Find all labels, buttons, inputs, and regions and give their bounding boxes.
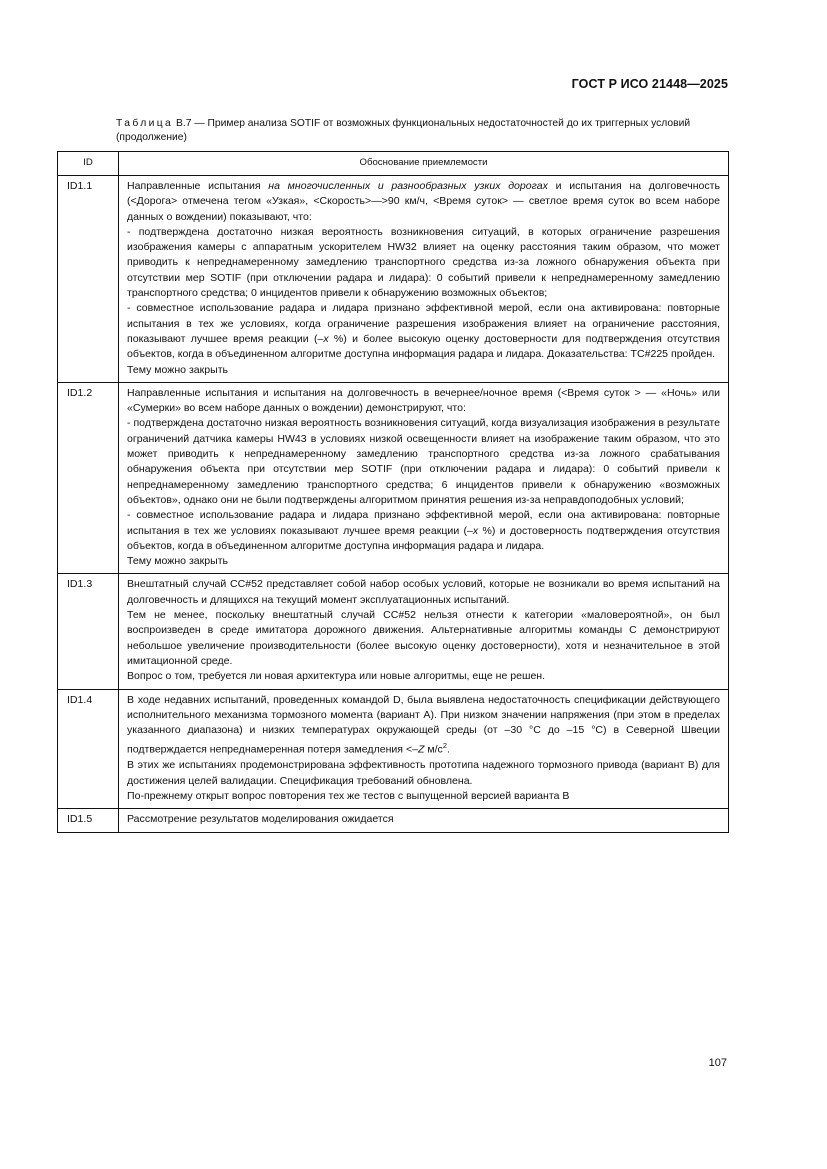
paragraph-text: В ходе недавних испытаний, проведенных командой D, была выявлена недостаточность спецификации действующего исполнительного механизма тормозного момента (вариант A). При низком значении напряжения (при этом в пределах указанного диапазона) и низких температурах окружающей среды (от –30 °C до –15 °C) в Северной Швеции подтверждается непреднамеренная потеря замедления <– (127, 693, 720, 756)
paragraph-text: - подтверждена достаточно низкая вероятность возникновения ситуаций, в которых ограничение разрешения изображения камеры с аппаратным ускорителем HW32 влияет на оценку расстояния таким образом, что может приводить к непреднамеренному замедлению транспортного средства из-за ложного обнаружения объекта при отсутствии мер SOTIF (при отключении радара и лидара): 0 событий привели к непреднамеренному замедлению транспортного средства; 0 инцидентов привели к обнаружению возможных объектов; (127, 225, 720, 300)
row-justification-cell (119, 809, 729, 833)
justification-paragraph (127, 577, 720, 608)
standard-designation: ГОСТ Р ИСО 21448—2025 (571, 77, 728, 91)
justification-paragraph (127, 789, 720, 804)
justification-paragraph (127, 386, 720, 417)
column-header-id: ID (58, 152, 119, 176)
row-justification-cell (119, 574, 729, 689)
justification-paragraph (127, 179, 720, 225)
row-id-cell: ID1.3 (58, 574, 119, 689)
paragraph-text: . (446, 743, 450, 756)
paragraph-text: Вопрос о том, требуется ли новая архитектура или новые алгоритмы, еще не решен. (127, 670, 546, 683)
emphasis-text: x (472, 524, 479, 537)
page-number: 107 (708, 1057, 727, 1069)
paragraph-text: По-прежнему открыт вопрос повторения тех же тестов с выпущенной версией варианта B (127, 789, 570, 802)
justification-paragraph (127, 669, 720, 684)
emphasis-text: x (323, 332, 329, 345)
paragraph-text: %) и достоверность подтверждения отсутствия объектов, когда в объединенном алгоритме доступна информация радара и лидара. (127, 524, 720, 552)
column-header-justification: Обоснование приемлемости (119, 152, 729, 176)
paragraph-text: Тему можно закрыть (127, 555, 229, 568)
row-justification-cell (119, 689, 729, 809)
row-id-cell: ID1.4 (58, 689, 119, 809)
paragraph-text: Направленные испытания (127, 180, 269, 192)
paragraph-text: Рассмотрение результатов моделирования ожидается (127, 813, 394, 826)
justification-paragraph (127, 416, 720, 508)
table-header-row (58, 152, 729, 176)
row-justification-cell (119, 382, 729, 574)
paragraph-text: Направленные испытания и испытания на долговечность в вечернее/ночное время (<Время суток > — «Ночь» или «Сумерки» во всем наборе данных о вождении) демонстрируют, что: (127, 386, 720, 415)
justification-paragraph (127, 693, 720, 759)
row-id-cell: ID1.2 (58, 382, 119, 574)
paragraph-text: Тем не менее, поскольку внештатный случай CC#52 нельзя отнести к категории «маловероятной», он был воспроизведен в среде имитатора дорожного движения. Альтернативные алгоритмы команды C демонстрируют небольшое увеличение производительности (более высокую оценку достоверности), хотя и незначительное в этой имитационной среде. (127, 609, 720, 667)
emphasis-text: Z (417, 743, 425, 756)
emphasis-text: на многочисленных и разнообразных узких дорогах (268, 180, 548, 192)
row-justification-cell (119, 176, 729, 383)
paragraph-text: Тему можно закрыть (127, 363, 229, 376)
paragraph-text: %) и более высокую оценку достоверности для подтверждения отсутствия объектов, когда в объединенном алгоритме доступна информация радара и лидара. Доказательства: TC#225 пройден. (127, 332, 721, 361)
justification-paragraph (127, 758, 720, 789)
paragraph-text: - подтверждена достаточно низкая вероятность возникновения ситуаций, когда визуализация изображения в результате ограничений датчика камеры HW43 в условиях низкой освещенности влияет на изображение таким образом, что это может приводить к непреднамеренному замедлению транспортного средства из-за ложного срабатывания обнаружения объекта при отсутствии мер SOTIF (при отключении радара и лидара): 0 событий привели к непреднамеренному замедлению транспортного средства; 6 инцидентов привели к обнаружению «возможных объектов», однако они не были подтверждены алгоритмом принятия решения из-за неправдоподобных условий; (127, 417, 720, 506)
table-row (58, 574, 729, 689)
superscript-text: 2 (442, 741, 447, 751)
table-row (58, 689, 729, 809)
paragraph-text: В этих же испытаниях продемонстрирована эффективность прототипа надежного тормозного привода (вариант B) для достижения целей валидации. Спецификация требований обновлена. (127, 759, 720, 787)
paragraph-text: Внештатный случай CC#52 представляет собой набор особых условий, которые не возникали во время испытаний на долговечность и длящихся на текущий момент эксплуатационных испытаний. (127, 578, 720, 606)
table-caption (116, 117, 728, 145)
paragraph-text: - совместное использование радара и лидара признано эффективной мерой, если она активирована: повторные испытания в тех же условиях показывают лучшее время реакции (– (127, 509, 720, 537)
row-id-cell: ID1.5 (58, 809, 119, 833)
paragraph-text: и испытания на долговечность (<Дорога> отмечена тегом «Узкая», <Скорость>—>90 км/ч, <Время суток> — светлое время суток во всем наборе данных о вождении) показывают, что: (127, 180, 720, 223)
sotif-analysis-table (57, 151, 729, 833)
table-row (58, 809, 729, 833)
row-id-cell: ID1.1 (58, 176, 119, 383)
justification-paragraph (127, 225, 720, 301)
paragraph-text: м/с (424, 743, 443, 756)
table-row (58, 382, 729, 574)
justification-paragraph (127, 554, 720, 569)
justification-paragraph (127, 301, 720, 362)
table-row (58, 176, 729, 383)
table-caption-text: В.7 — Пример анализа SOTIF от возможных функциональных недостаточностей до их триггерных условий (продолжение) (116, 118, 691, 143)
justification-paragraph (127, 812, 720, 827)
table-caption-label: Таблица (116, 118, 174, 129)
justification-paragraph (127, 363, 720, 378)
justification-paragraph (127, 608, 720, 669)
paragraph-text: - совместное использование радара и лидара признано эффективной мерой, если она активирована: повторные испытания в тех же условиях, когда ограничение разрешения изображения влияет на ограничение расстояния, показывают лучшее время реакции (– (127, 302, 720, 345)
justification-paragraph (127, 508, 720, 554)
